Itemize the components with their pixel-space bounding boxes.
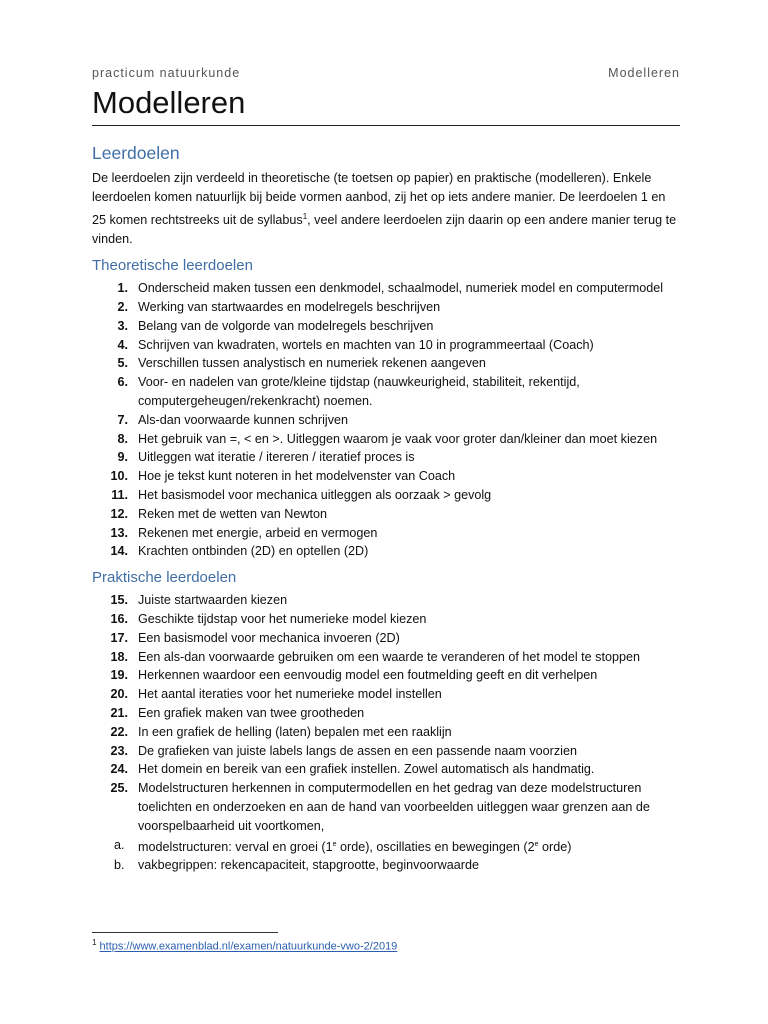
superscript: e [332, 840, 337, 848]
list-item-text: Het aantal iteraties voor het numerieke model instellen [138, 687, 442, 702]
intro-text-b: , veel andere leerdoelen zijn daarin op een andere manier terug te vinden. [92, 213, 677, 247]
sub-item-number: b. [114, 858, 125, 873]
list-item-text: In een grafiek de helling (laten) bepalen met een raaklijn [138, 724, 452, 739]
list-item [92, 467, 680, 486]
list-item [92, 373, 680, 411]
list-item [92, 648, 680, 667]
list-item-text: Een basismodel voor mechanica invoeren (2D) [138, 630, 400, 645]
sub-item-text: modelstructuren: verval en groei (1 [138, 839, 333, 854]
list-item-text: Werking van startwaardes en modelregels beschrijven [138, 299, 441, 314]
list-item [92, 742, 680, 761]
list-item [92, 779, 680, 835]
list-item [92, 486, 680, 505]
list-item [92, 336, 680, 355]
list-item-number: 22. [110, 724, 128, 739]
list-item [92, 505, 680, 524]
list-item-number: 7. [117, 412, 128, 427]
list-item-number: 4. [117, 337, 128, 352]
list-item-text: Hoe je tekst kunt noteren in het modelvenster van Coach [138, 469, 456, 484]
header-right: Modelleren [608, 66, 680, 80]
footnote-number: 1 [92, 938, 97, 947]
list-item-text: Schrijven van kwadraten, wortels en machten van 10 in programmeertaal (Coach) [138, 337, 594, 352]
header-left: practicum natuurkunde [92, 66, 241, 80]
section-heading-theoretisch: Theoretische leerdoelen [92, 257, 253, 275]
list-item-number: 14. [110, 544, 128, 559]
superscript: e [534, 840, 539, 848]
sub-item-number: a. [114, 837, 125, 852]
list-item-text: Het basismodel voor mechanica uitleggen als oorzaak > gevolg [138, 487, 492, 502]
list-item [92, 317, 680, 336]
list-item [92, 704, 680, 723]
list-item-number: 3. [117, 318, 128, 333]
list-item-text: Voor- en nadelen van grote/kleine tijdstap (nauwkeurigheid, stabiliteit, rekentijd, computergeheugen/rekenkracht) noemen. [138, 375, 580, 408]
list-item-number: 13. [110, 525, 128, 540]
list-item-number: 8. [117, 431, 128, 446]
list-item-number: 19. [110, 668, 128, 683]
sub-list-item-a [92, 836, 680, 857]
sub-item-text: orde), oscillaties en bewegingen (2 [336, 839, 535, 854]
list-item [92, 542, 680, 561]
list-item-text: Onderscheid maken tussen een denkmodel, schaalmodel, numeriek model en computermodel [138, 281, 664, 296]
list-item-number: 9. [117, 450, 128, 465]
list-item-number: 1. [117, 281, 128, 296]
practical-goals-list [92, 591, 680, 835]
list-item-text: Belang van de volgorde van modelregels beschrijven [138, 318, 434, 333]
list-item [92, 591, 680, 610]
list-item-text: Als-dan voorwaarde kunnen schrijven [138, 412, 349, 427]
list-item-number: 10. [110, 469, 128, 484]
list-item-text: Reken met de wetten van Newton [138, 506, 328, 521]
list-item [92, 666, 680, 685]
sub-list-item-b [92, 856, 680, 875]
sub-item-text: orde) [538, 839, 572, 854]
list-item [92, 354, 680, 373]
list-item [92, 279, 680, 298]
section-heading-leerdoelen: Leerdoelen [92, 143, 180, 163]
list-item [92, 629, 680, 648]
list-item [92, 298, 680, 317]
list-item-text: Een als-dan voorwaarde gebruiken om een waarde te veranderen of het model te stoppen [138, 649, 640, 664]
list-item-number: 17. [110, 630, 128, 645]
list-item-number: 24. [110, 762, 128, 777]
list-item [92, 430, 680, 449]
list-item-text: Het domein en bereik van een grafiek instellen. Zowel automatisch als handmatig. [138, 762, 595, 777]
list-item [92, 685, 680, 704]
list-item [92, 411, 680, 430]
list-item-number: 15. [110, 593, 128, 608]
list-item-number: 20. [110, 687, 128, 702]
footnote-link[interactable]: https://www.examenblad.nl/examen/natuurkunde-vwo-2/2019 [99, 940, 398, 953]
list-item-text: Herkennen waardoor een eenvoudig model een foutmelding geeft en dit verhelpen [138, 668, 598, 683]
intro-paragraph [92, 169, 680, 249]
list-item-text: Juiste startwaarden kiezen [138, 593, 288, 608]
intro-text-a: De leerdoelen zijn verdeeld in theoretische (te toetsen op papier) en praktische (modelleren). Enkele leerdoelen komen natuurlijk bij beide vormen aanbod, zij het op iets andere manier. De leerdoelen 1 en 25 komen rechtstreeks uit de syllabus [92, 171, 666, 228]
list-item-text: Het gebruik van =, < en >. Uitleggen waarom je vaak voor groter dan/kleiner dan moet kiezen [138, 431, 658, 446]
list-item-number: 12. [110, 506, 128, 521]
title-divider [92, 125, 680, 126]
list-item-text: Een grafiek maken van twee grootheden [138, 705, 365, 720]
sub-list [92, 836, 680, 876]
page-title: Modelleren [92, 85, 246, 120]
page-header [92, 66, 680, 80]
list-item-text: Modelstructuren herkennen in computermodellen en het gedrag van deze modelstructuren toelichten en onderzoeken en aan de hand van voorbeelden uitleggen waar grenzen aan de voorspelbaarheid uit voortkomen, [138, 781, 650, 833]
list-item [92, 610, 680, 629]
list-item-number: 25. [110, 781, 128, 796]
list-item-text: De grafieken van juiste labels langs de assen en een passende naam voorzien [138, 743, 577, 758]
list-item-number: 2. [117, 299, 128, 314]
list-item-number: 18. [110, 649, 128, 664]
list-item-text: Uitleggen wat iteratie / itereren / iteratief proces is [138, 450, 415, 465]
footnote-ref[interactable]: 1 [302, 212, 308, 221]
footnote-divider [92, 932, 278, 933]
list-item [92, 524, 680, 543]
list-item-number: 6. [117, 375, 128, 390]
list-item-text: Krachten ontbinden (2D) en optellen (2D) [138, 544, 369, 559]
list-item-number: 11. [111, 487, 128, 502]
list-item-number: 21. [110, 705, 128, 720]
list-item-number: 5. [117, 356, 128, 371]
theoretical-goals-list [92, 279, 680, 561]
list-item [92, 760, 680, 779]
footnote [92, 938, 397, 953]
list-item-text: Verschillen tussen analystisch en numeriek rekenen aangeven [138, 356, 486, 371]
section-heading-praktisch: Praktische leerdoelen [92, 569, 237, 587]
list-item-text: Rekenen met energie, arbeid en vermogen [138, 525, 378, 540]
sub-item-text: vakbegrippen: rekencapaciteit, stapgrootte, beginvoorwaarde [138, 858, 479, 873]
list-item-number: 16. [110, 611, 128, 626]
list-item-number: 23. [110, 743, 128, 758]
list-item-text: Geschikte tijdstap voor het numerieke model kiezen [138, 611, 427, 626]
document-page [92, 66, 680, 875]
list-item [92, 448, 680, 467]
list-item [92, 723, 680, 742]
